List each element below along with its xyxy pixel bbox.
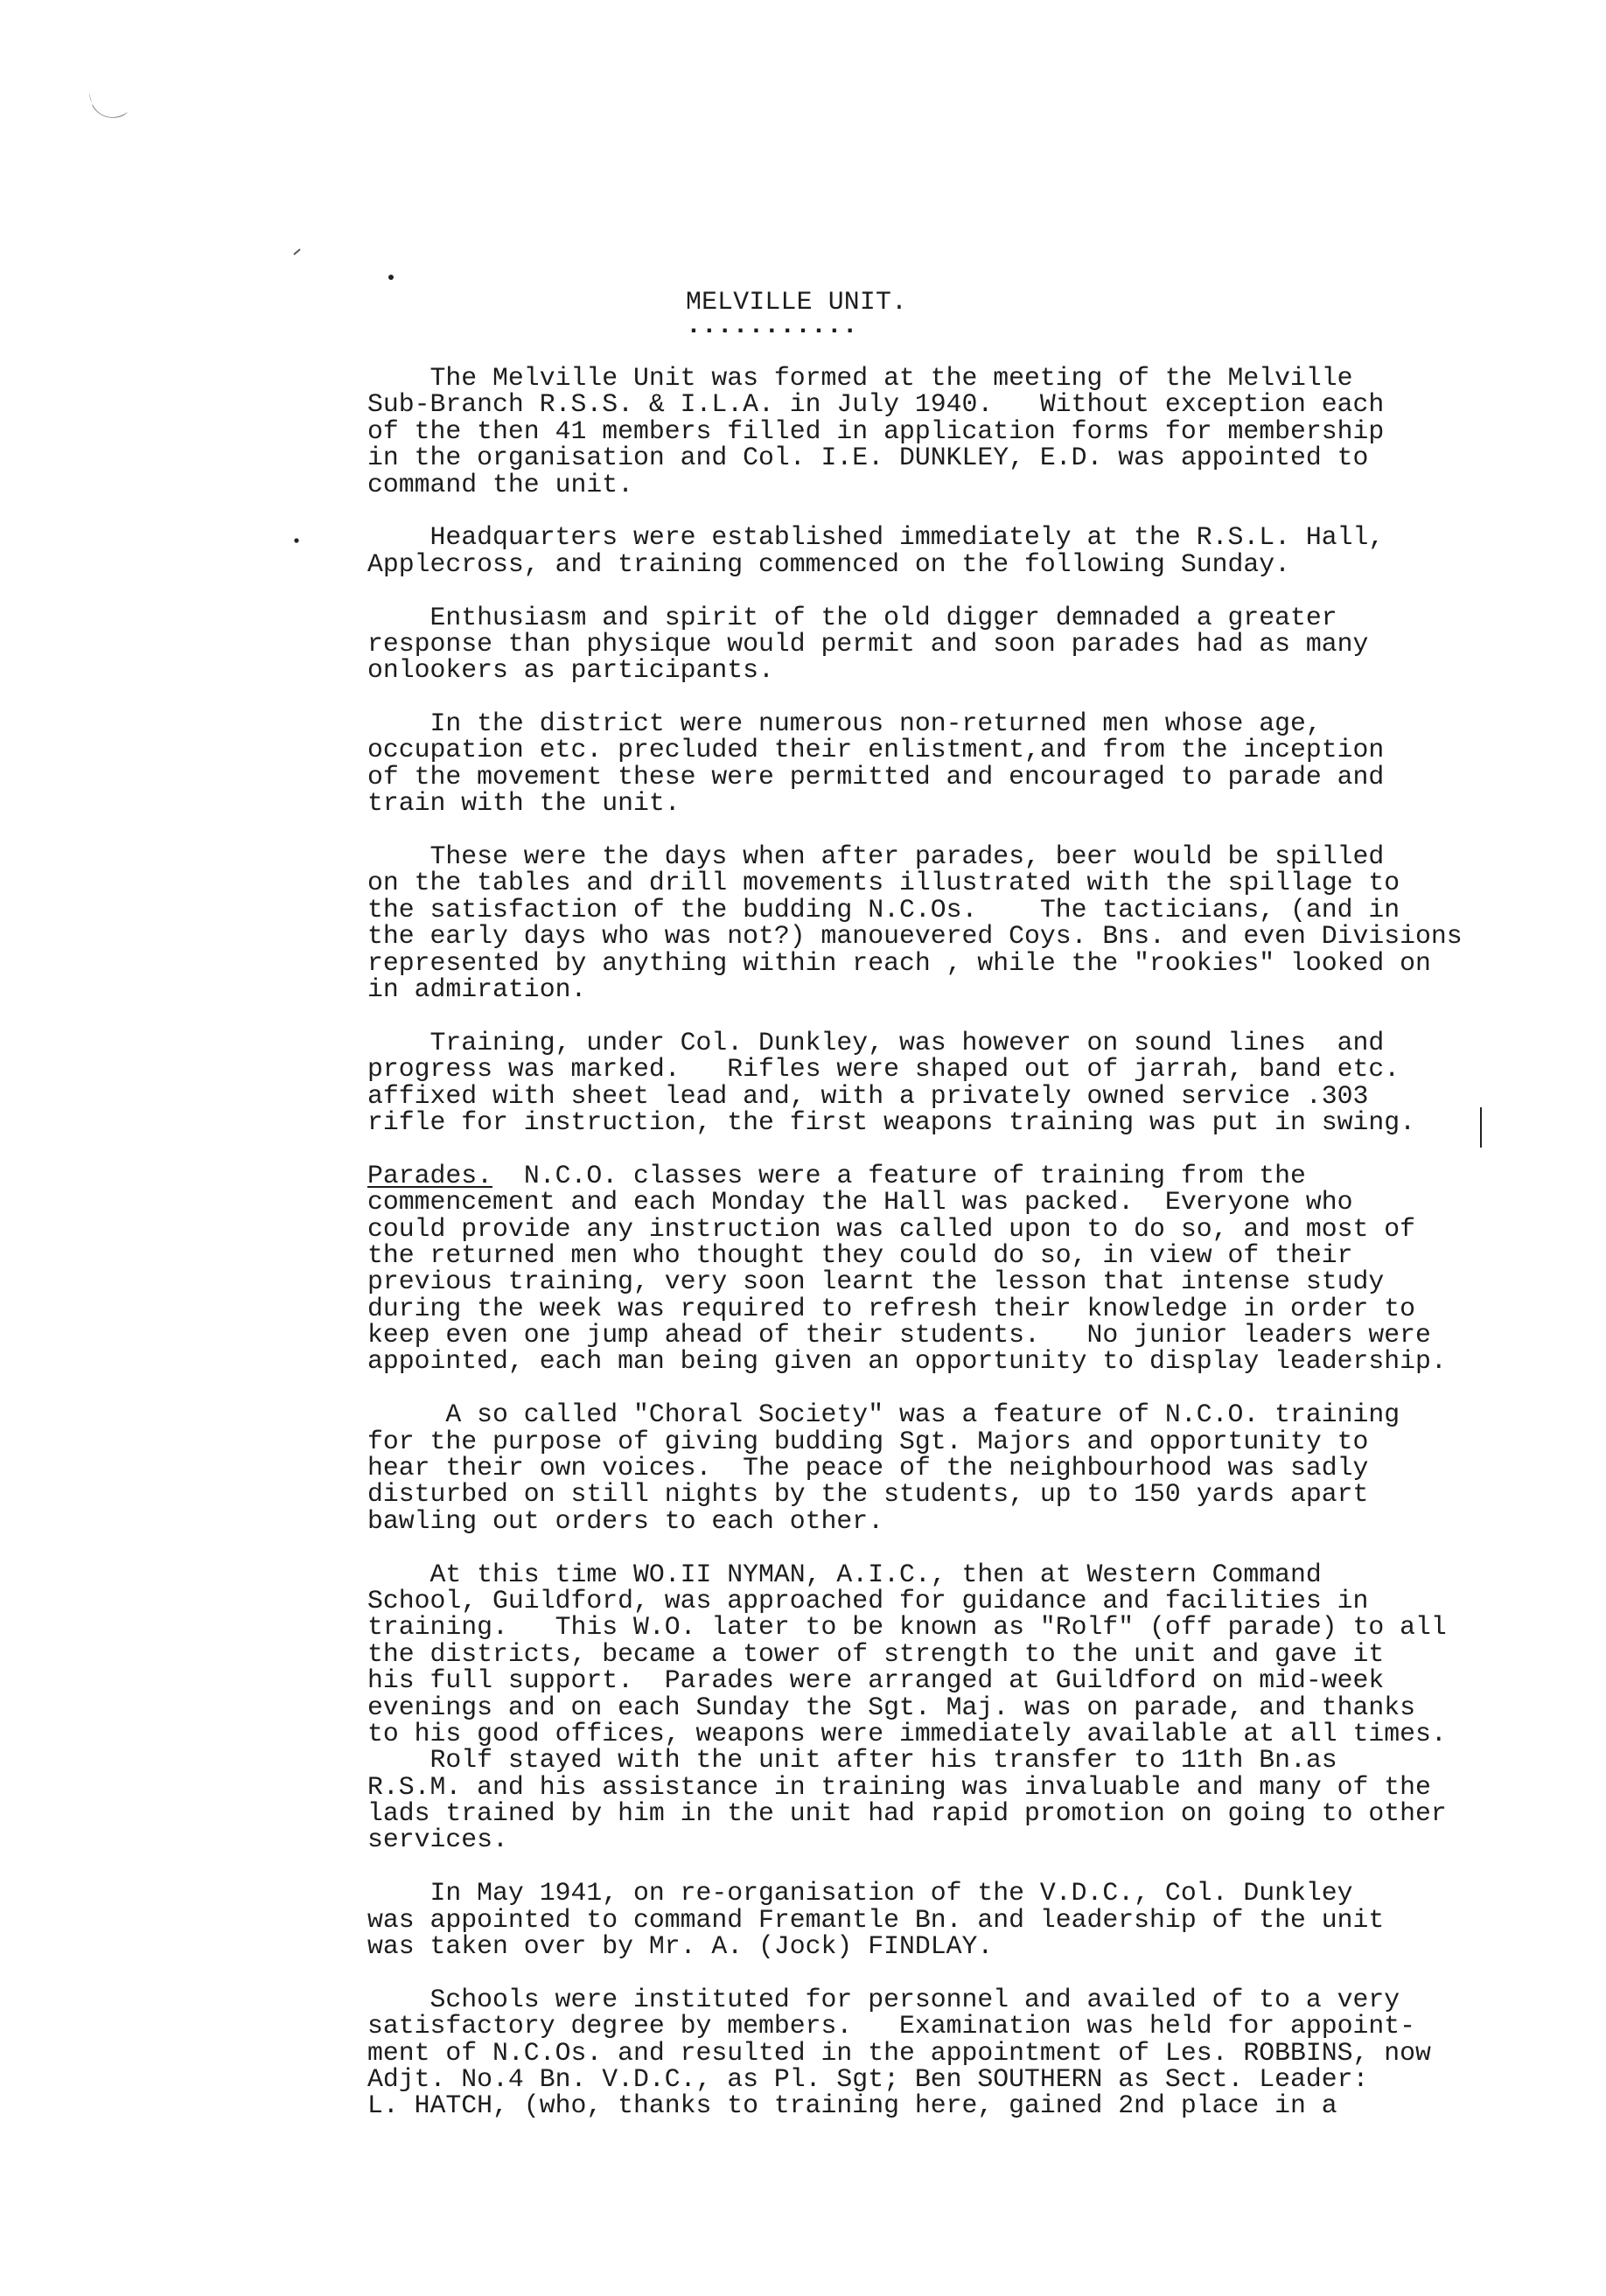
text-line: ment of N.C.Os. and resulted in the appointment of Les. ROBBINS, now xyxy=(367,2037,1431,2068)
paragraph xyxy=(367,1029,1463,1136)
text-line: train with the unit. xyxy=(367,788,681,819)
text-line: in the organisation and Col. I.E. DUNKLEY, E.D. was appointed to xyxy=(367,443,1369,473)
text-line-rest: N.C.O. classes were a feature of training from the xyxy=(492,1160,1306,1190)
text-line: In May 1941, on re-organisation of the V.D.C., Col. Dunkley xyxy=(367,1878,1353,1909)
text-line: Rolf stayed with the unit after his transfer to 11th Bn.as xyxy=(367,1745,1337,1776)
text-line: Adjt. No.4 Bn. V.D.C., as Pl. Sgt; Ben SOUTHERN as Sect. Leader: xyxy=(367,2064,1369,2094)
margin-dot-mark xyxy=(293,537,300,544)
text-line: Applecross, and training commenced on the following Sunday. xyxy=(367,548,1290,579)
paragraph xyxy=(367,524,1463,577)
paragraph xyxy=(367,1162,1463,1375)
document-title: MELVILLE UNIT. xyxy=(686,287,908,317)
text-line: onlookers as participants. xyxy=(367,655,774,686)
text-line: the satisfaction of the budding N.C.Os. The tacticians, (and in xyxy=(367,894,1400,925)
text-line: response than physique would permit and soon parades had as many xyxy=(367,628,1369,659)
paragraph xyxy=(367,710,1463,817)
text-line: commencement and each Monday the Hall was packed. Everyone who xyxy=(367,1187,1353,1218)
paragraph xyxy=(367,1986,1463,2119)
text-line: training. This W.O. later to be known as "Rolf" (off parade) to all xyxy=(367,1612,1447,1643)
text-line: represented by anything within reach , while the "rookies" looked on xyxy=(367,947,1431,978)
margin-bar-mark xyxy=(1478,1107,1484,1148)
text-line: could provide any instruction was called upon to do so, and most of xyxy=(367,1213,1416,1244)
text-line: the early days who was not?) manouevered Coys. Bns. and even Divisions xyxy=(367,921,1463,952)
text-line: The Melville Unit was formed at the meeting of the Melville xyxy=(367,363,1353,393)
text-line: evenings and on each Sunday the Sgt. Maj. was on parade, and thanks xyxy=(367,1692,1416,1722)
paragraph xyxy=(367,1561,1463,1853)
text-line: of the movement these were permitted and encouraged to parade and xyxy=(367,761,1385,792)
text-line: Enthusiasm and spirit of the old digger demnaded a greater xyxy=(367,602,1337,632)
text-line: his full support. Parades were arranged at Guildford on mid-week xyxy=(367,1665,1385,1696)
text-line: keep even one jump ahead of their students. No junior leaders were xyxy=(367,1320,1431,1350)
text-line: during the week was required to refresh their knowledge in order to xyxy=(367,1293,1416,1323)
text-line: the returned men who thought they could do so, in view of their xyxy=(367,1239,1353,1270)
text-line: services. xyxy=(367,1825,508,1855)
text-line: Sub-Branch R.S.S. & I.L.A. in July 1940. Without exception each xyxy=(367,389,1385,420)
text-line: R.S.M. and his assistance in training was invaluable and many of the xyxy=(367,1771,1431,1802)
text-line: progress was marked. Rifles were shaped out of jarrah, band etc. xyxy=(367,1054,1400,1085)
text-line: the districts, became a tower of strength to the unit and gave it xyxy=(367,1638,1385,1669)
text-line: L. HATCH, (who, thanks to training here, gained 2nd place in a xyxy=(367,2090,1337,2121)
scan-curve-mark xyxy=(84,87,133,128)
text-line: disturbed on still nights by the students, up to 150 yards apart xyxy=(367,1479,1369,1510)
text-line: affixed with sheet lead and, with a privately owned service .303 xyxy=(367,1080,1369,1111)
paragraph xyxy=(367,604,1463,684)
paragraph-heading: Parades. xyxy=(367,1160,493,1190)
margin-tick-mark xyxy=(292,247,303,257)
document-body xyxy=(367,365,1463,2119)
paragraph xyxy=(367,843,1463,1002)
paragraph xyxy=(367,1401,1463,1534)
text-line: bawling out orders to each other. xyxy=(367,1505,884,1536)
text-line: In the district were numerous non-returned men whose age, xyxy=(367,708,1322,739)
margin-dot-mark xyxy=(388,274,395,281)
text-line: was taken over by Mr. A. (Jock) FINDLAY. xyxy=(367,1931,994,1962)
paragraph xyxy=(367,1878,1463,1962)
text-line: Training, under Col. Dunkley, was however on sound lines and xyxy=(367,1027,1385,1057)
text-line: was appointed to command Fremantle Bn. and leadership of the unit xyxy=(367,1904,1385,1935)
text-line: Schools were instituted for personnel and availed of to a very xyxy=(367,1984,1400,2014)
paragraph xyxy=(367,365,1463,498)
text-line: of the then 41 members filled in application forms for membership xyxy=(367,415,1385,446)
text-line: in admiration. xyxy=(367,974,587,1004)
text-line: appointed, each man being given an opportunity to display leadership. xyxy=(367,1346,1447,1377)
text-line: A so called "Choral Society" was a feature of N.C.O. training xyxy=(367,1399,1400,1430)
title-dotted-rule: ........... xyxy=(686,311,858,340)
text-line: These were the days when after parades, beer would be spilled xyxy=(367,841,1385,872)
text-line xyxy=(367,1162,1463,1189)
text-line: satisfactory degree by members. Examination was held for appoint- xyxy=(367,2011,1416,2041)
text-line: for the purpose of giving budding Sgt. Majors and opportunity to xyxy=(367,1426,1369,1456)
text-line: command the unit. xyxy=(367,469,633,499)
text-line: occupation etc. precluded their enlistment,and from the inception xyxy=(367,735,1385,765)
text-line: hear their own voices. The peace of the neighbourhood was sadly xyxy=(367,1453,1369,1483)
text-line: on the tables and drill movements illustrated with the spillage to xyxy=(367,868,1400,898)
text-line: Headquarters were established immediately at the R.S.L. Hall, xyxy=(367,522,1385,553)
text-line: At this time WO.II NYMAN, A.I.C., then at Western Command xyxy=(367,1559,1322,1589)
text-line: to his good offices, weapons were immediately available at all times. xyxy=(367,1718,1447,1748)
text-line: lads trained by him in the unit had rapid promotion on going to other xyxy=(367,1798,1447,1829)
text-line: rifle for instruction, the first weapons training was put in swing. xyxy=(367,1106,1416,1137)
text-line: School, Guildford, was approached for guidance and facilities in xyxy=(367,1585,1369,1616)
text-line: previous training, very soon learnt the lesson that intense study xyxy=(367,1267,1385,1297)
